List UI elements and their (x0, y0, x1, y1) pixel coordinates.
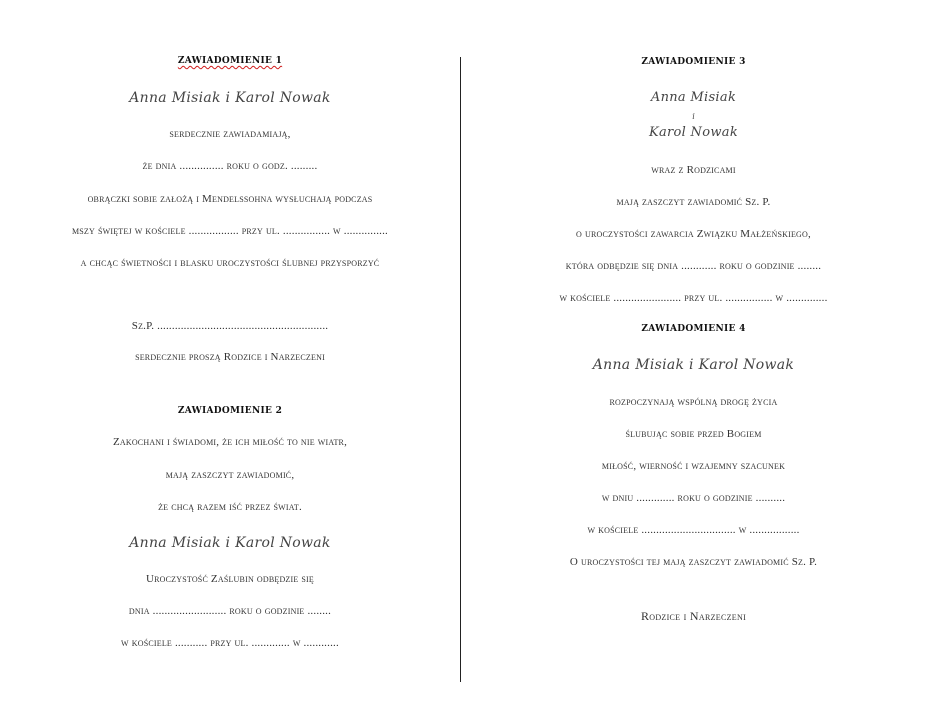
column-divider (460, 57, 461, 682)
notice3-heading: ZAWIADOMIENIE 3 (641, 57, 746, 67)
notice4-line-5: w kościele ................................ w ................. (587, 524, 800, 536)
notice2-line-4: Uroczystość Zaślubin odbędzie się (145, 573, 315, 585)
notice3-line-3: o uroczystości zawarcia Związku Małżeńskiego, (576, 228, 811, 240)
notice2-names: Anna Misiak i Karol Nowak (129, 535, 331, 551)
notice3-line-2: mają zaszczyt zawiadomić Sz. P. (616, 196, 771, 208)
notice1-names: Anna Misiak i Karol Nowak (129, 90, 331, 106)
notice2-heading: ZAWIADOMIENIE 2 (177, 406, 283, 416)
notice4-line-4: w dniu ............. roku o godzinie .......... (601, 492, 786, 504)
notice4-line-2: ślubując sobie przed Bogiem (625, 428, 762, 440)
notice2-line-2: mają zaszczyt zawiadomić, (165, 469, 295, 481)
notice1-line-1: serdecznie zawiadamiają, (169, 128, 291, 140)
notice1-line-6: Sz.P. .......................................................... (131, 320, 329, 332)
notice1-line-2: że dnia ............... roku o godz. ......... (142, 160, 318, 172)
notice2-line-5: dnia ......................... roku o godzinie ........ (128, 605, 332, 617)
notice1-line-4: mszy świętej w kościele ................. przy ul. ................ w ............... (71, 225, 389, 237)
notice3-name2: Karol Nowak (648, 125, 739, 140)
notice1-line-7: serdecznie proszą Rodzice i Narzeczeni (135, 351, 325, 363)
notice4-closing: Rodzice i Narzeczeni (640, 609, 747, 623)
notice4-names: Anna Misiak i Karol Nowak (592, 357, 795, 373)
notice3-line-4: która odbędzie się dnia ............ roku o godzinie ........ (565, 260, 822, 272)
notice1-heading: ZAWIADOMIENIE 1 (177, 56, 283, 66)
notice4-line-3: miłość, wierność i wzajemny szacunek (601, 460, 786, 472)
notice3-name1: Anna Misiak (650, 90, 737, 105)
notice3-line-5: w kościele ....................... przy ul. ................ w .............. (559, 292, 828, 304)
notice2-line-1: Zakochani i świadomi, że ich miłość to nie wiatr, (112, 436, 348, 448)
notice3-line-1: wraz z Rodzicami (651, 164, 736, 176)
notice3-conj: i (692, 112, 695, 121)
notice2-line-6: w kościele ........... przy ul. ............. w ............ (121, 637, 339, 649)
notice4-line-1: rozpoczynają wspólną drogę życia (609, 396, 778, 408)
notice4-heading: ZAWIADOMIENIE 4 (641, 324, 746, 334)
notice1-line-5: a chcąc świetności i blasku uroczystości ślubnej przysporzyć (80, 257, 380, 269)
notice4-line-6: O uroczystości tej mają zaszczyt zawiadomić Sz. P. (569, 556, 818, 568)
left-column (0, 0, 460, 711)
notice1-line-3: obrączki sobie założą i Mendelssohna wysłuchają podczas (87, 193, 373, 205)
right-column (462, 0, 925, 711)
notice2-line-3: że chcą razem iść przez świat. (158, 501, 302, 513)
